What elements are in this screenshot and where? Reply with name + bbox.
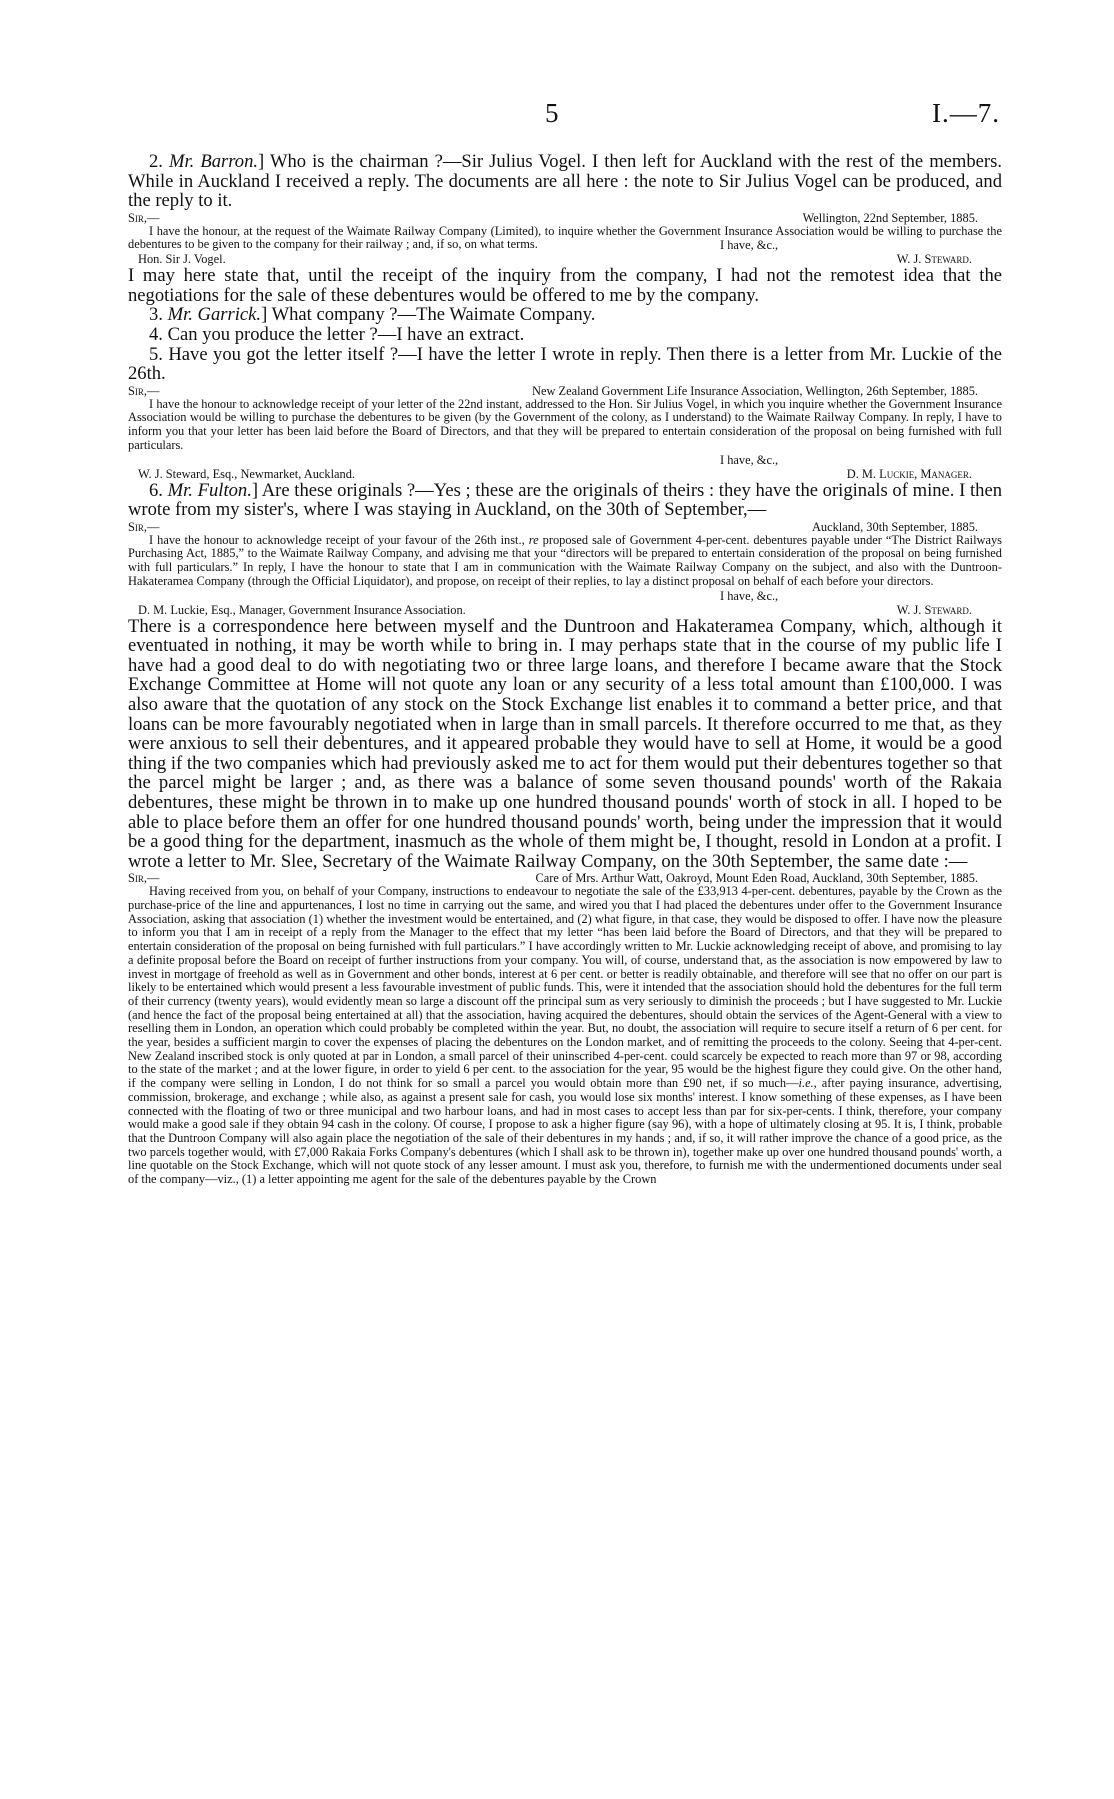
letter-closing: I have, &c., <box>720 238 779 253</box>
letter-closing: I have, &c., <box>720 588 779 603</box>
letter-addressee: D. M. Luckie, Esq., Manager, Government Insurance Association. <box>138 602 466 617</box>
letter-addressee: Hon. Sir J. Vogel. <box>138 252 226 267</box>
letter-1 <box>128 211 1002 266</box>
letter-body: I have the honour to acknowledge receipt of your favour of the 26th inst., re proposed sale of Government 4-per-cent. debentures payable under “The District Railways Purchasing Act, 1885,” to the Waimate Railway Company, and advising me that your “directors will be prepared to entertain consideration of the proposal on being furnished with full particulars.” In reply, I have the honour to state that I am in communication with the Waimate Railway Company on the subject, and also with the Duntroon-Hakateramea Company (through the Official Liquidator), and propose, on receipt of their replies, to lay a distinct proposal on behalf of each before your directors. <box>128 532 1002 588</box>
correspondence-paragraph: There is a correspondence here between myself and the Duntroon and Hakateramea Company, which, although it eventuated in nothing, it may be worth while to bring in. I may perhaps state that in the course of my public life I have had a good deal to do with negotiating two or three large loans, and therefore I became aware that the Stock Exchange Committee at Home will not quote any loan or any security of a less total amount than £100,000. I was also aware that the quotation of any stock on the Stock Exchange list enables it to command a better price, and that loans can be more favourably negotiated when in large than in small parcels. It therefore occurred to me that, as they were anxious to sell their debentures, and it appeared probable they would have to sell at Home, it would be a good thing if the two companies which had previously asked me to act for them would put their debentures together so that the parcel might be larger ; and, as there was a balance of some seven thousand pounds' worth of the Rakaia debentures, these might be thrown in to make up one hundred thousand pounds' worth of stock in all. I hoped to be able to place before them an offer for one hundred thousand pounds' worth, being under the impression that it would be a good thing for the department, inasmuch as the whole of them might be, I thought, resold in London at a profit. I wrote a letter to Mr. Slee, Secretary of the Waimate Railway Company, on the 30th September, the same date :— <box>128 615 1002 872</box>
salutation: Sir,— <box>128 383 160 398</box>
question-4: 4. Can you produce the letter ?—I have an extract. <box>149 323 525 345</box>
question-5: 5. Have you got the letter itself ?—I have the letter I wrote in reply. Then there is a letter from Mr. Luckie of the 26th. <box>128 343 1002 385</box>
document-reference: I.—7. <box>932 98 1000 128</box>
letter-2 <box>128 384 1002 481</box>
letter-signature: W. J. Steward. <box>896 602 972 617</box>
question-3: 3. Mr. Garrick.] What company ?—The Waimate Company. <box>149 304 596 326</box>
letter-place-date: Care of Mrs. Arthur Watt, Oakroyd, Mount Eden Road, Auckland, 30th September, 1885. <box>535 871 978 886</box>
letter-body: I have the honour to acknowledge receipt of your letter of the 22nd instant, addressed to the Hon. Sir Julius Vogel, in which you inquire whether the Government Insurance Association would be willing to purchase the debentures to be given (by the Government of the colony, as I understand) to the Waimate Railway Company. In reply, I have to inform you that your letter has been laid before the Board of Directors, and that they will be prepared to entertain consideration of the proposal on being furnished with full particulars. <box>128 396 1002 452</box>
letter-body: I have the honour, at the request of the Waimate Railway Company (Limited), to inquire whether the Government Insurance Association would be willing to purchase the debentures to be given to the company for their railway ; and, if so, on what terms. <box>128 223 1002 252</box>
question-2: 2. Mr. Barron.] Who is the chairman ?—Sir Julius Vogel. I then left for Auckland with the rest of the members. While in Auckland I received a reply. The documents are all here : the note to Sir Julius Vogel can be produced, and the reply to it. <box>128 151 1003 212</box>
statement-paragraph: I may here state that, until the receipt of the inquiry from the company, I had not the remotest idea that the negotiations for the sale of these debentures would be offered to me by the company. <box>128 265 1002 306</box>
speaker: Mr. Fulton. <box>167 479 252 501</box>
letter-place-date: Wellington, 22nd September, 1885. <box>802 210 978 225</box>
salutation: Sir,— <box>128 210 160 225</box>
letter-3 <box>128 520 1002 617</box>
body-column <box>128 152 1002 1187</box>
letter-signature: D. M. Luckie, Manager. <box>846 466 972 481</box>
letter-closing: I have, &c., <box>720 452 779 467</box>
salutation: Sir,— <box>128 871 160 886</box>
page-number: 5 <box>545 98 559 128</box>
page-header <box>0 98 1114 128</box>
letter-place-date: New Zealand Government Life Insurance Association, Wellington, 26th September, 1885. <box>532 383 978 398</box>
letter-signature: W. J. Steward. <box>896 252 972 267</box>
letter-place-date: Auckland, 30th September, 1885. <box>811 519 978 534</box>
speaker: Mr. Garrick. <box>167 304 262 326</box>
speaker: Mr. Barron. <box>169 151 259 172</box>
letter-addressee: W. J. Steward, Esq., Newmarket, Auckland. <box>138 466 356 481</box>
question-6: 6. Mr. Fulton.] Are these originals ?—Yes ; these are the originals of theirs : they have the originals of mine. I then wrote from my sister's, where I was staying in Auckland, on the 30th of September,— <box>128 479 1002 521</box>
salutation: Sir,— <box>128 519 160 534</box>
letter-4 <box>128 871 1002 1186</box>
letter-body: Having received from you, on behalf of your Company, instructions to endeavour to negotiate the sale of the £33,913 4-per-cent. debentures, payable by the Crown as the purchase-price of the line and appurtenances, I lost no time in carrying out the same, and wired you that I had placed the debentures under offer to the Government Insurance Association, asking that association (1) whether the investment would be entertained, and (2) what figure, in that case, they would be disposed to offer. I have now the pleasure to inform you that I am in receipt of a reply from the Manager to the effect that my letter “has been laid before the Board of Directors, and that they will be prepared to entertain consideration of the proposal on being furnished with full particulars.” I have accordingly written to Mr. Luckie acknowledging receipt of above, and promising to lay a definite proposal before the Board on receipt of further instructions from your company. You will, of course, understand that, as the association is now empowered by law to invest in mortgage of freehold as well as in Government and other bonds, interest at 6 per cent. or better is readily obtainable, and therefore will see that no offer on our part is likely to be entertained which would present a less favourable investment of public funds. This, were it intended that the association should hold the debentures for the full term of their currency (twenty years), would evidently mean so large a discount off the principal sum as very seriously to diminish the proceeds ; but I have suggested to Mr. Luckie (and hence the fact of the proposal being entertained at all) that the association, having acquired the debentures, should obtain the services of the Agent-General with a view to reselling them in London, an operation which could probably be completed within the year. But, no doubt, the association will require to secure itself a return of 6 per cent. for the year, besides a sufficient margin to cover the expenses of placing the debentures on the London market, and of remitting the proceeds to the colony. Seeing that 4-per-cent. New Zealand inscribed stock is only quoted at par in London, a small parcel of their uninscribed 4-per-cent. could scarcely be expected to reach more than 97 or 98, according to the state of the market ; and at the lower figure, in order to yield 6 per cent. to the association for the year, 95 would be the highest figure they could give. On the other hand, if the company were selling in London, I do not think for so small a parcel you would obtain more than £90 net, if so much—i.e., after paying insurance, advertising, commission, brokerage, and exchange ; while also, as against a present sale for cash, you would lose six months' interest. I know something of these expenses, as I have been connected with the floating of two or three municipal and two harbour loans, and had in most cases to accept less than par for six-per-cents. I think, therefore, your company would make a good sale if they obtain 94 cash in the colony. Of course, I propose to ask a higher figure (say 96), with a hope of ultimately closing at 95. It is, I think, probable that the Duntroon Company will also again place the negotiation of the sale of their debentures in my hands ; and, if so, it will rather improve the chance of a good price, as the two parcels together would, with £7,000 Rakaia Forks Company's debentures (which I shall ask to be thrown in), together make up over one hundred thousand pounds' worth, a line quotable on the Stock Exchange, which will not quote stock of any lesser amount. I must ask you, therefore, to furnish me with the undermentioned documents under seal of the company—viz., (1) a letter appointing me agent for the sale of the debentures payable by the Crown <box>128 884 1002 1187</box>
